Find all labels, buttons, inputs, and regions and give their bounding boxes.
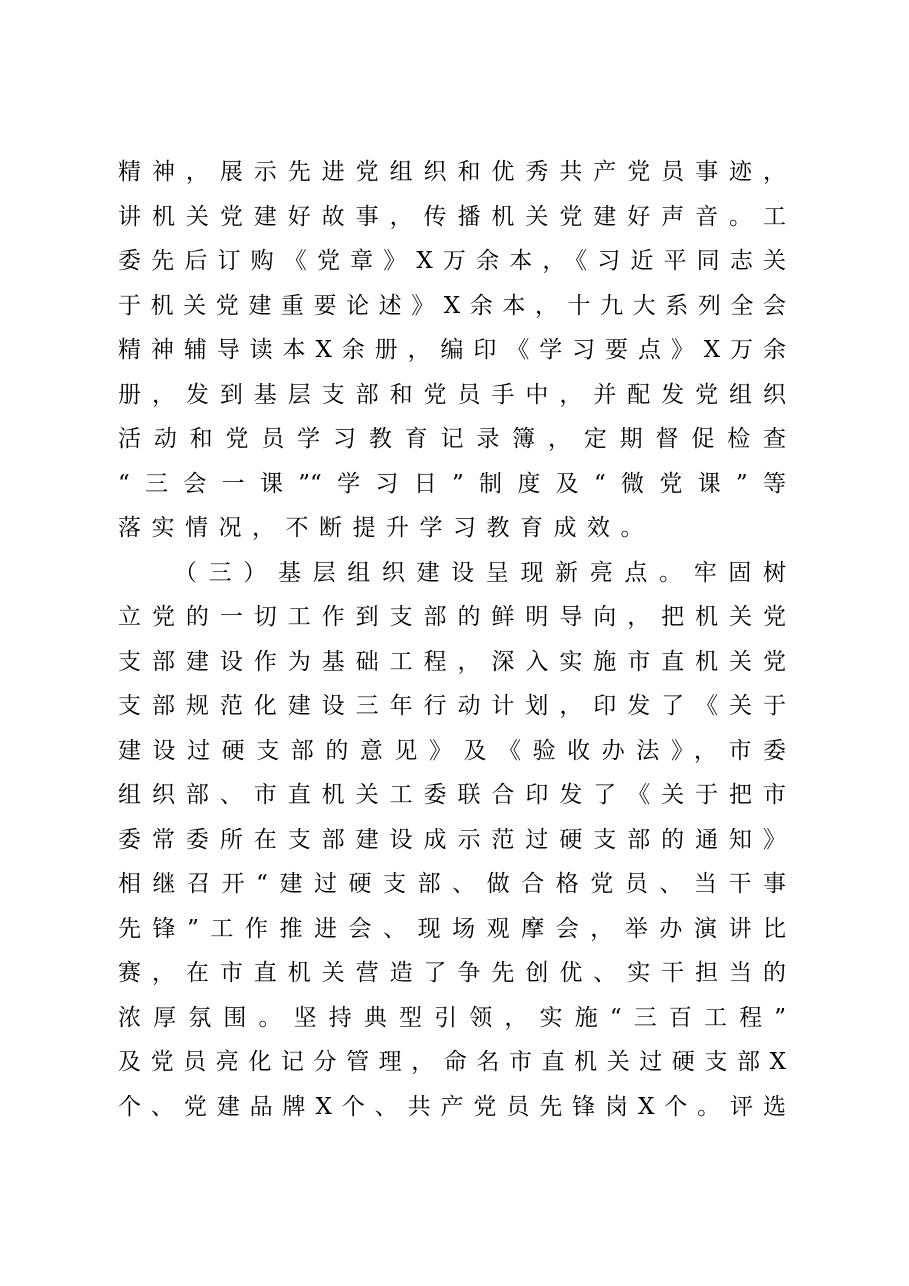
text-line: 活动和党员学习教育记录簿，定期督促检查 bbox=[118, 426, 786, 452]
text-line: 支部规范化建设三年行动计划，印发了《关于 bbox=[118, 693, 786, 719]
text-line: 浓厚氛围。坚持典型引领，实施“三百工程” bbox=[118, 1004, 786, 1031]
text-line: 个、党建品牌X个、共产党员先锋岗X个。评选 bbox=[118, 1093, 786, 1120]
text-line: 讲机关党建好故事，传播机关党建好声音。工 bbox=[118, 203, 786, 230]
text-line: 于机关党建重要论述》X余本，十九大系列全会 bbox=[118, 292, 786, 319]
text-line: 委先后订购《党章》X万余本，《习近平同志关 bbox=[118, 248, 786, 274]
section-heading-line: （三）基层组织建设呈现新亮点。牢固树 bbox=[174, 559, 786, 586]
text-line: 册，发到基层支部和党员手中，并配发党组织 bbox=[118, 381, 786, 408]
text-line: 精神辅导读本X余册，编印《学习要点》X万余 bbox=[118, 337, 786, 363]
text-line: “三会一课”“学习日”制度及“微党课”等 bbox=[118, 470, 786, 497]
text-line: 先锋”工作推进会、现场观摩会，举办演讲比 bbox=[118, 915, 786, 942]
text-line: 精神，展示先进党组织和优秀共产党员事迹， bbox=[118, 159, 786, 185]
text-line: 支部建设作为基础工程，深入实施市直机关党 bbox=[118, 648, 786, 675]
text-line: 落实情况，不断提升学习教育成效。 bbox=[118, 515, 654, 541]
document-body bbox=[118, 150, 786, 1129]
text-line: 建设过硬支部的意见》及《验收办法》，市委 bbox=[118, 737, 786, 764]
text-line: 组织部、市直机关工委联合印发了《关于把市 bbox=[118, 782, 786, 808]
text-line: 委常委所在支部建设成示范过硬支部的通知》 bbox=[118, 826, 786, 853]
text-line: 立党的一切工作到支部的鲜明导向，把机关党 bbox=[118, 604, 786, 630]
text-line: 赛，在市直机关营造了争先创优、实干担当的 bbox=[118, 960, 786, 986]
text-line: 及党员亮化记分管理，命名市直机关过硬支部X bbox=[118, 1049, 786, 1075]
text-line: 相继召开“建过硬支部、做合格党员、当干事 bbox=[118, 871, 786, 897]
